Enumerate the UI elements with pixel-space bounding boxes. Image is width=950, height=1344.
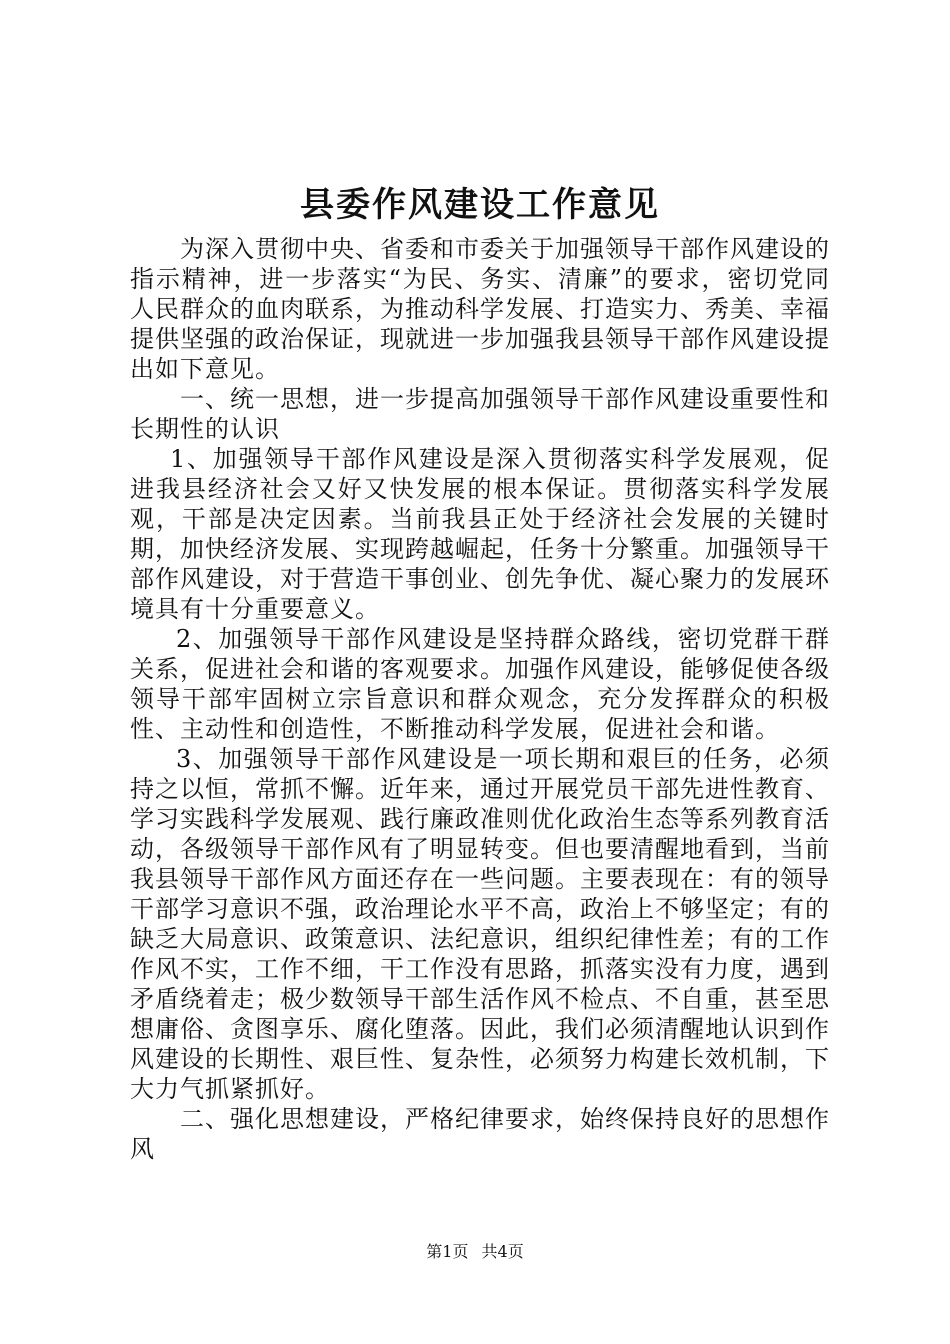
document-page <box>130 180 830 1164</box>
page-footer <box>0 1242 950 1262</box>
section-heading-2: 二、强化思想建设，严格纪律要求，始终保持良好的思想作风 <box>130 1105 830 1163</box>
section-heading-1: 一、统一思想，进一步提高加强领导干部作风建设重要性和长期性的认识 <box>130 385 830 443</box>
page-number: 第1页 <box>426 1242 469 1261</box>
document-title: 县委作风建设工作意见 <box>300 185 660 225</box>
paragraph-intro: 为深入贯彻中央、省委和市委关于加强领导干部作风建设的指示精神，进一步落实“为民、务实、清廉”的要求，密切党同人民群众的血肉联系，为推动科学发展、打造实力、秀美、幸福提供坚强的政治保证，现就进一步加强我县领导干部作风建设提出如下意见。 <box>130 235 830 383</box>
paragraph-item-1: 1、加强领导干部作风建设是深入贯彻落实科学发展观，促进我县经济社会又好又快发展的根本保证。贯彻落实科学发展观，干部是决定因素。当前我县正处于经济社会发展的关键时期，加快经济发展、实现跨越崛起，任务十分繁重。加强领导干部作风建设，对于营造干事创业、创先争优、凝心聚力的发展环境具有十分重要意义。 <box>130 445 830 623</box>
page-total: 共4页 <box>481 1242 524 1261</box>
paragraph-item-3: 3、加强领导干部作风建设是一项长期和艰巨的任务，必须持之以恒，常抓不懈。近年来，通过开展党员干部先进性教育、学习实践科学发展观、践行廉政准则优化政治生态等系列教育活动，各级领导干部作风有了明显转变。但也要清醒地看到，当前我县领导干部作风方面还存在一些问题。主要表现在：有的领导干部学习意识不强，政治理论水平不高，政治上不够坚定；有的缺乏大局意识、政策意识、法纪意识，组织纪律性差；有的工作作风不实，工作不细，干工作没有思路，抓落实没有力度，遇到矛盾绕着走；极少数领导干部生活作风不检点、不自重，甚至思想庸俗、贪图享乐、腐化堕落。因此，我们必须清醒地认识到作风建设的长期性、艰巨性、复杂性，必须努力构建长效机制，下大力气抓紧抓好。 <box>130 745 830 1103</box>
paragraph-item-2: 2、加强领导干部作风建设是坚持群众路线，密切党群干群关系，促进社会和谐的客观要求。加强作风建设，能够促使各级领导干部牢固树立宗旨意识和群众观念，充分发挥群众的积极性、主动性和创造性，不断推动科学发展，促进社会和谐。 <box>130 625 830 743</box>
